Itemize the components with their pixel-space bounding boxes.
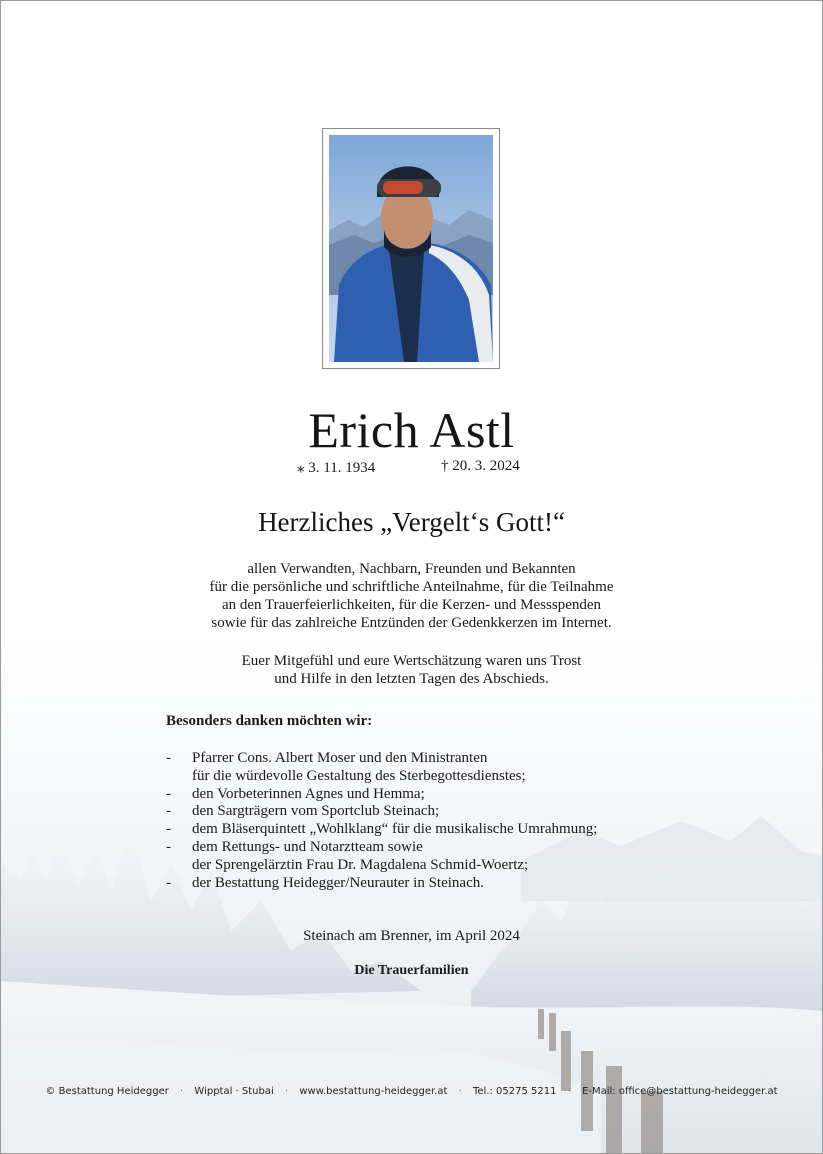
special-thanks-title: Besonders danken möchten wir:: [166, 713, 373, 729]
paragraph-line: sowie für das zahlreiche Entzünden der Gedenkkerzen im Internet.: [211, 615, 612, 631]
footer-separator: ·: [458, 1086, 462, 1097]
list-item-text: dem Bläserquintett „Wohlklang“ für die musikalische Umrahmung;: [192, 821, 598, 838]
paragraph-line: an den Trauerfeierlichkeiten, für die Kerzen- und Messspenden: [221, 597, 602, 613]
footer-website: www.bestattung-heidegger.at: [299, 1086, 448, 1097]
list-item: [166, 821, 597, 839]
list-item: [166, 839, 597, 875]
list-dash: -: [166, 803, 171, 820]
sympathy-paragraph: [1, 652, 822, 688]
list-dash: -: [166, 874, 171, 891]
portrait-photo-frame: [322, 128, 500, 369]
footer: [1, 1086, 822, 1097]
footer-separator: ·: [567, 1086, 571, 1097]
footer-separator: ·: [284, 1086, 289, 1097]
thanks-heading: Herzliches „Vergelt‘s Gott!“: [258, 507, 565, 537]
list-item: [166, 875, 597, 893]
deceased-name: Erich Astl: [308, 402, 515, 458]
footer-region: Wipptal · Stubai: [194, 1086, 274, 1097]
list-item-text: für die würdevolle Gestaltung des Sterbegottesdienstes;: [192, 767, 526, 784]
list-item-text: der Sprengelärztin Frau Dr. Magdalena Schmid-Woertz;: [192, 856, 529, 873]
paragraph-line: und Hilfe in den letzten Tagen des Abschieds.: [274, 671, 549, 687]
footer-company: © Bestattung Heidegger: [45, 1086, 169, 1097]
footer-phone: Tel.: 05275 5211: [472, 1086, 557, 1097]
birth-date: ⁎ 3. 11. 1934: [297, 460, 376, 476]
footer-email: E-Mail: office@bestattung-heidegger.at: [582, 1086, 778, 1097]
list-dash: -: [166, 785, 171, 802]
list-item-text: der Bestattung Heidegger/Neurauter in Steinach.: [192, 874, 484, 891]
list-item-text: dem Rettungs- und Notarztteam sowie: [192, 838, 423, 855]
list-item: [166, 750, 597, 786]
list-dash: -: [166, 750, 171, 766]
list-dash: -: [166, 838, 171, 855]
signature-family: Die Trauerfamilien: [354, 963, 469, 978]
list-item-text: Pfarrer Cons. Albert Moser und den Ministranten: [192, 750, 488, 766]
list-item-text: den Sargträgern vom Sportclub Steinach;: [192, 803, 440, 820]
footer-separator: ·: [180, 1086, 184, 1097]
place-and-date: Steinach am Brenner, im April 2024: [303, 928, 520, 944]
list-item-text: den Vorbeterinnen Agnes und Hemma;: [192, 785, 425, 802]
list-dash: -: [166, 821, 171, 838]
list-item: [166, 803, 597, 821]
gratitude-paragraph: [1, 560, 822, 632]
paragraph-line: allen Verwandten, Nachbarn, Freunden und Bekannten: [247, 561, 576, 577]
list-item: [166, 786, 597, 804]
paragraph-line: Euer Mitgefühl und eure Wertschätzung waren uns Trost: [241, 653, 582, 669]
death-date: † 20. 3. 2024: [441, 458, 520, 474]
portrait-photo: [329, 135, 493, 362]
paragraph-line: für die persönliche und schriftliche Anteilnahme, für die Teilnahme: [209, 579, 614, 595]
thanks-list: [166, 750, 597, 892]
